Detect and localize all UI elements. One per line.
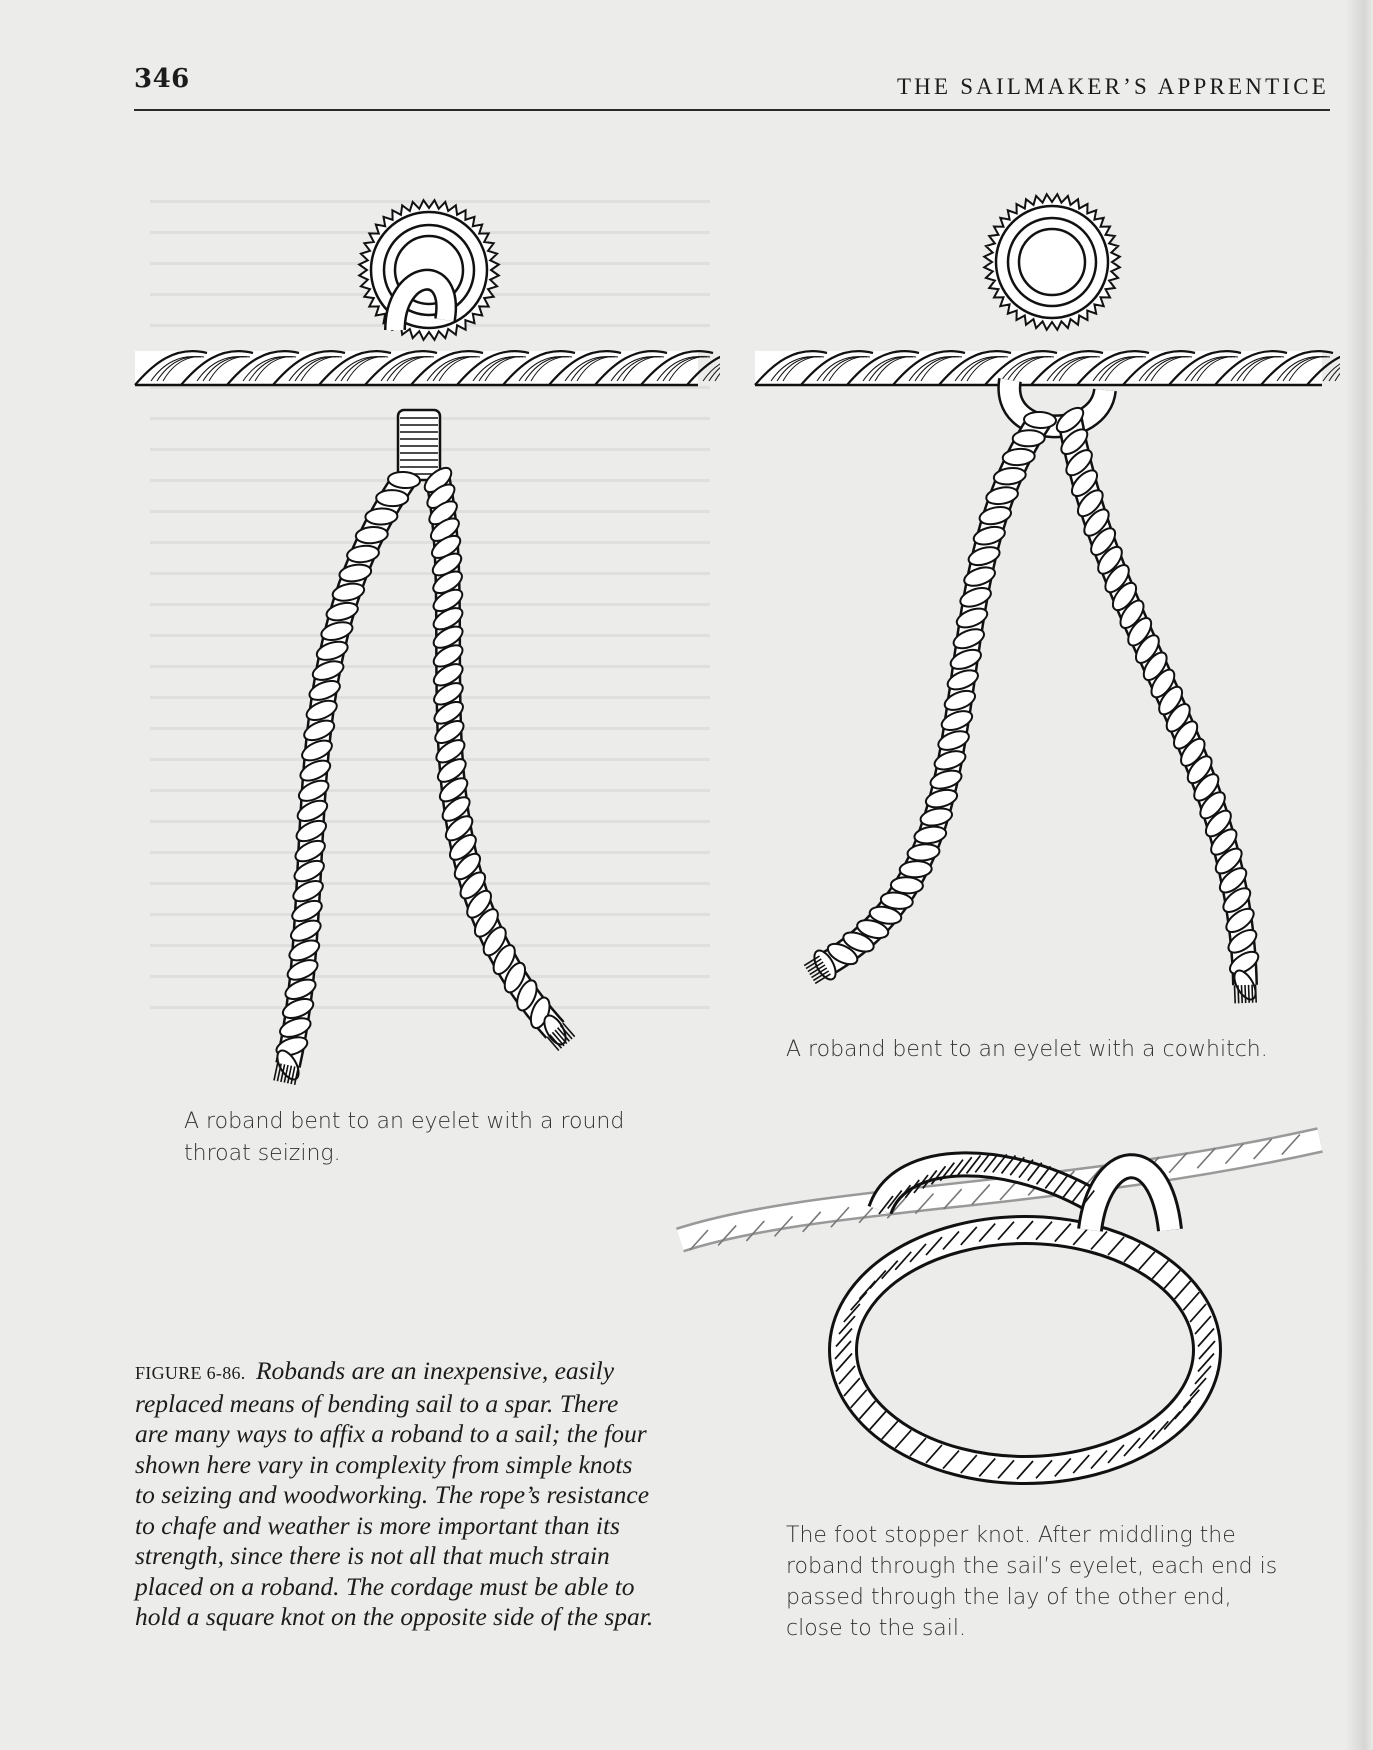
caption-line: hold a square knot on the opposite side of the spar. (135, 1602, 654, 1631)
caption-line: shown here vary in complexity from simple knots (135, 1449, 633, 1479)
caption-line: throat seizing. (184, 1141, 341, 1166)
caption-line: strength, since there is not all that much strain (135, 1541, 610, 1570)
bolt-rope-icon (135, 351, 720, 385)
caption-line: placed on a roband. The cordage must be able to (135, 1571, 635, 1601)
caption-line: replaced means of bending sail to a spar. There (135, 1388, 619, 1418)
caption-line: roband through the sail’s eyelet, each end is (786, 1554, 1278, 1579)
page-number: 346 (134, 64, 190, 94)
foot-stopper-knot-illustration (670, 1110, 1340, 1520)
roband-round-throat-seizing-illustration (120, 190, 720, 1090)
caption-line: passed through the lay of the other end, (786, 1585, 1232, 1610)
caption-line: A roband bent to an eyelet with a round (184, 1109, 625, 1134)
caption-line: Robands are an inexpensive, easily (255, 1356, 615, 1385)
bolt-rope-icon (755, 351, 1340, 385)
figure-caption-line-1 (135, 1356, 710, 1389)
caption-round-throat-seizing (184, 1106, 704, 1170)
figure-label: FIGURE 6-86. (135, 1363, 246, 1383)
caption-line: The foot stopper knot. After middling the (786, 1523, 1236, 1548)
running-head: THE SAILMAKER’S APPRENTICE (896, 74, 1329, 99)
caption-line: A roband bent to an eyelet with a cowhitch. (786, 1037, 1268, 1062)
caption-line: are many ways to affix a roband to a sail; the four (135, 1419, 647, 1448)
caption-line: close to the sail. (786, 1616, 966, 1641)
figure-caption (135, 1356, 710, 1633)
roband-cowhitch-illustration (740, 190, 1340, 1010)
caption-cowhitch (786, 1034, 1326, 1066)
caption-line: to chafe and weather is more important than its (135, 1510, 620, 1540)
eyelet-icon (984, 194, 1120, 330)
caption-foot-stopper-knot (786, 1520, 1306, 1644)
caption-line: to seizing and woodworking. The rope’s resistance (135, 1480, 650, 1509)
